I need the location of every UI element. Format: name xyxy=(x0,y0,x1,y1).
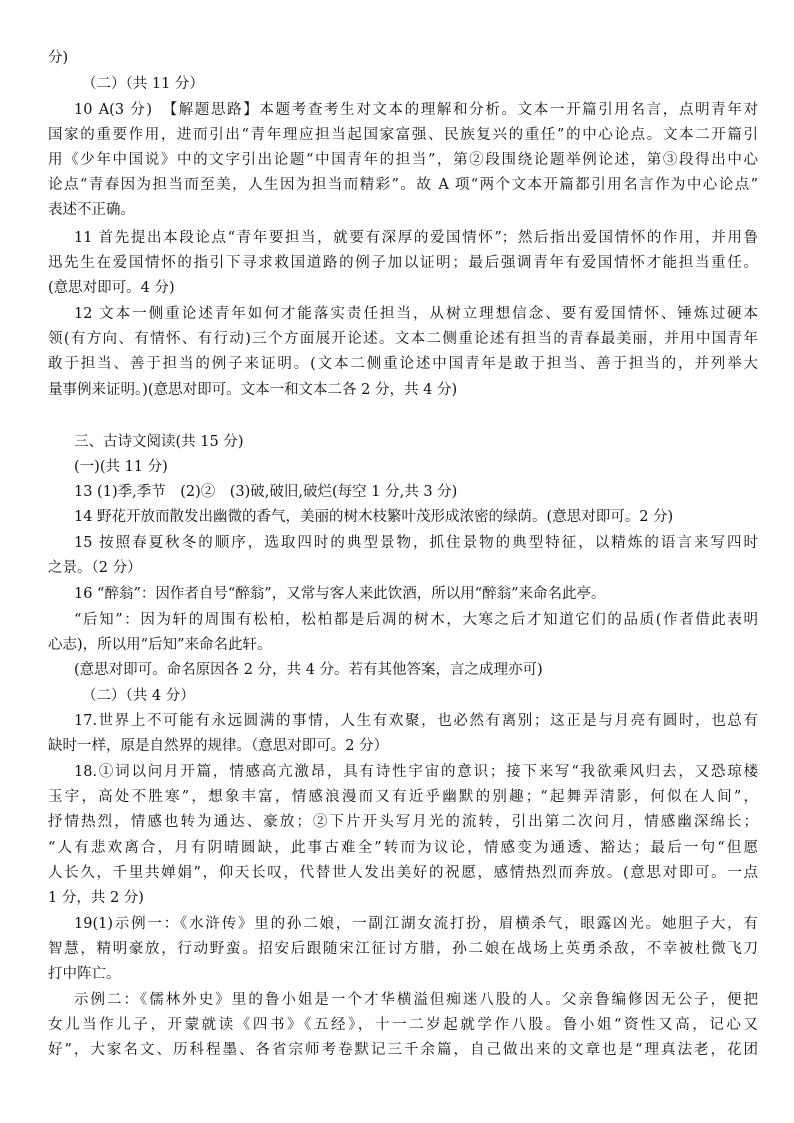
text-line: 量事例来证明。)(意思对即可。文本一和文本二各 2 分，共 4 分) xyxy=(48,382,458,398)
text-line: 分) xyxy=(48,50,69,66)
section-heading: （二）（共 11 分） xyxy=(82,76,204,92)
text-line: 女儿当作儿子，开蒙就读《四书》《五经》，十一二岁起就学作八股。鲁小姐“资性又高，记心又 xyxy=(48,1017,758,1033)
text-line: 表述不正确。 xyxy=(48,202,135,218)
text-line: 17.世界上不可能有永远圆满的事情，人生有欢聚，也必然有离别；这正是与月亮有圆时，也总有 xyxy=(74,713,758,729)
text-line: 人长久，千里共婵娟”，仰天长叹，代替世人发出美好的祝愿，感情热烈而奔放。(意思对即可。一点 xyxy=(48,865,758,881)
text-line: 打中阵亡。 xyxy=(48,966,121,982)
text-line: 13 (1)季,季节 (2)② (3)破,破旧,破烂(每空 1 分,共 3 分) xyxy=(74,484,458,500)
text-line: 论点“青春因为担当而至美，人生因为担当而精彩”。故 A 项“两个文本开篇都引用名言作为中心论点” xyxy=(48,177,758,193)
text-line: 智慧，精明豪放，行动野蛮。招安后跟随宋江征讨方腊，孙二娘在战场上英勇杀敌，不幸被杜微飞刀 xyxy=(48,941,758,957)
text-line: 18.①词以问月开篇，情感高亢激昂，具有诗性宇宙的意识；接下来写“我欲乘风归去，又恐琼楼 xyxy=(74,764,758,780)
text-line: 领(有方向、有情怀、有行动)三个方面展开论述。文本二侧重论述有担当的青春最美丽，并用中国青年 xyxy=(48,331,758,347)
text-line: 15 按照春夏秋冬的顺序，选取四时的典型景物，抓住景物的典型特征，以精炼的语言来写四时 xyxy=(74,535,758,551)
text-line: 10 A(3 分) 【解题思路】本题考查考生对文本的理解和分析。文本一开篇引用名言，点明青年对 xyxy=(74,102,758,118)
text-line: 16 “醉翁”：因作者自号“醉翁”，又常与客人来此饮酒，所以用“醉翁”来命名此亭。 xyxy=(74,586,606,602)
text-line: 好”，大家名文、历科程墨、各省宗师考卷默记三千余篇，自己做出来的文章也是“理真法老，花团 xyxy=(48,1042,758,1058)
text-line: 用《少年中国说》中的文字引出论题“中国青年的担当”，第②段围绕论题举例论述，第③段得出中心 xyxy=(48,152,758,168)
text-line: 示例二：《儒林外史》里的鲁小姐是一个才华横溢但痴迷八股的人。父亲鲁编修因无公子，便把 xyxy=(74,992,758,1008)
text-line: “后知”：因为轩的周围有松柏，松柏都是后凋的树木，大寒之后才知道它们的品质(作者借此表明 xyxy=(74,612,758,628)
text-line: 缺时一样，原是自然界的规律。（意思对即可。2 分） xyxy=(48,738,389,754)
text-line: 国家的重要作用，进而引出“青年理应担当起国家富强、民族复兴的重任”的中心论点。文本二开篇引 xyxy=(48,127,758,143)
text-line: 迅先生在爱国情怀的指引下寻求救国道路的例子加以证明；最后强调青年有爱国情怀才能担当重任。 xyxy=(48,255,758,271)
text-line: 19(1)示例一：《水浒传》里的孙二娘，一副江湖女流打扮，眉横杀气，眼露凶光。她胆子大，有 xyxy=(74,916,758,932)
text-line: 抒情热烈，情感也转为通达、豪放；②下片开头写月光的流转，引出第二次问月，情感幽深绵长； xyxy=(48,814,758,830)
section-heading: (一)(共 11 分) xyxy=(74,459,168,475)
section-heading: （二）（共 4 分） xyxy=(82,688,195,704)
text-line: 敢于担当、善于担当的例子来证明。(文本二侧重论述中国青年是敢于担当、善于担当的，并列举大 xyxy=(48,356,758,372)
text-line: (意思对即可。4 分) xyxy=(48,280,175,296)
text-line: 12 文本一侧重论述青年如何才能落实责任担当，从树立理想信念、要有爱国情怀、锤炼过硬本 xyxy=(74,306,758,322)
text-line: 心志)，所以用“后知”来命名此轩。 xyxy=(48,637,272,653)
text-line: 14 野花开放而散发出幽微的香气，美丽的树木枝繁叶茂形成浓密的绿荫。(意思对即可。2 分) xyxy=(74,509,674,525)
text-line: 之景。（2 分） xyxy=(48,560,142,576)
section-heading: 三、古诗文阅读(共 15 分) xyxy=(74,434,244,450)
text-line: 11 首先提出本段论点“青年要担当，就要有深厚的爱国情怀”；然后指出爱国情怀的作用，并用鲁 xyxy=(74,230,758,246)
text-line: 玉宇，高处不胜寒”，想象丰富，情感浪漫而又有近乎幽默的别趣；“起舞弄清影，何似在人间”， xyxy=(48,789,758,805)
text-line: “人有悲欢离合，月有阴晴圆缺，此事古难全”转而为议论，情感变为通透、豁达；最后一句“但愿 xyxy=(48,840,758,856)
text-line: 1 分，共 2 分) xyxy=(48,890,144,906)
text-line: (意思对即可。命名原因各 2 分，共 4 分。若有其他答案，言之成理亦可) xyxy=(74,662,543,678)
